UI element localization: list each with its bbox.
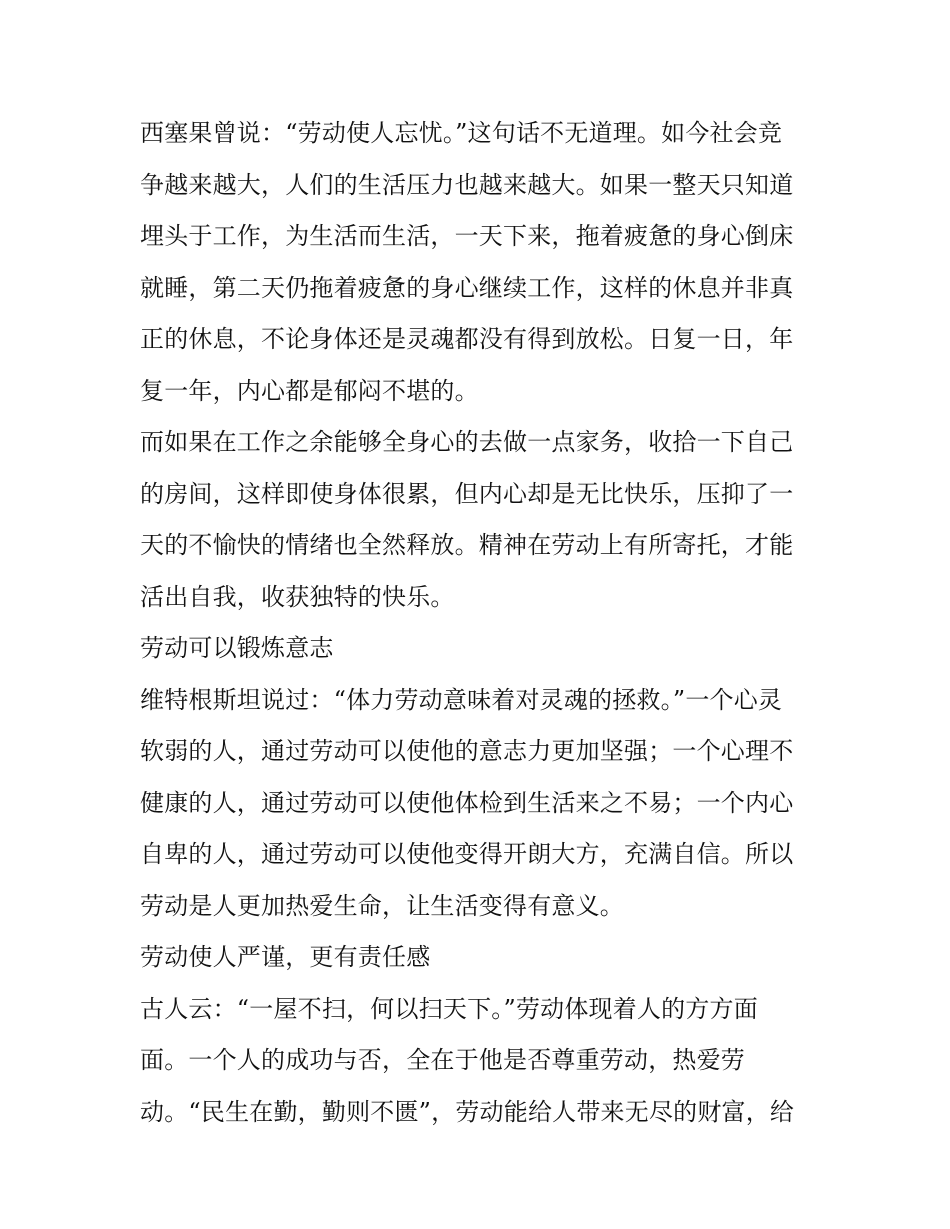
- paragraph-2: [140, 417, 812, 623]
- text-line: 埋头于工作，为生活而生活，一天下来，拖着疲惫的身心倒床: [140, 222, 794, 250]
- text-line: 动。“民生在勤，勤则不匮”，劳动能给人带来无尽的财富，给: [140, 1097, 795, 1126]
- text-line: 而如果在工作之余能够全身心的去做一点家务，收拾一下自己: [140, 428, 794, 456]
- text-line: 争越来越大，人们的生活压力也越来越大。如果一整天只知道: [140, 170, 794, 199]
- text-line: 古人云：“一屋不扫，何以扫天下。”劳动体现着人的方方面: [140, 994, 758, 1023]
- text-line: 维特根斯坦说过：“体力劳动意味着对灵魂的拯救。”一个心灵: [140, 685, 783, 714]
- text-line: 活出自我，收获独特的快乐。: [140, 582, 455, 611]
- heading-line: 劳动使人严谨，更有责任感: [140, 943, 431, 971]
- text-line: 面。一个人的成功与否，全在于他是否尊重劳动，热爱劳: [140, 1046, 745, 1074]
- text-line: 健康的人，通过劳动可以使他体检到生活来之不易；一个内心: [140, 788, 794, 817]
- text-line: 自卑的人，通过劳动可以使他变得开朗大方，充满自信。所以: [140, 840, 794, 868]
- text-line: 劳动是人更加热爱生命，让生活变得有意义。: [140, 891, 624, 920]
- text-line: 正的休息，不论身体还是灵魂都没有得到放松。日复一日，年: [140, 325, 794, 353]
- text-line: 西塞果曾说：“劳动使人忘忧。”这句话不无道理。如今社会竞: [140, 119, 783, 147]
- section-heading-responsibility: [140, 932, 812, 984]
- text-line: 就睡，第二天仍拖着疲惫的身心继续工作，这样的休息并非真: [140, 273, 794, 302]
- text-line: 软弱的人，通过劳动可以使他的意志力更加坚强；一个心理不: [140, 737, 794, 765]
- heading-line: 劳动可以锻炼意志: [140, 634, 334, 662]
- paragraph-3: [140, 675, 812, 933]
- document-page: [140, 108, 812, 1138]
- text-line: 的房间，这样即使身体很累，但内心却是无比快乐，压抑了一: [140, 479, 794, 508]
- section-heading-willpower: [140, 623, 812, 675]
- paragraph-1: [140, 108, 812, 417]
- paragraph-4: [140, 984, 812, 1139]
- text-line: 天的不愉快的情绪也全然释放。精神在劳动上有所寄托，才能: [140, 531, 794, 559]
- text-line: 复一年，内心都是郁闷不堪的。: [140, 376, 479, 405]
